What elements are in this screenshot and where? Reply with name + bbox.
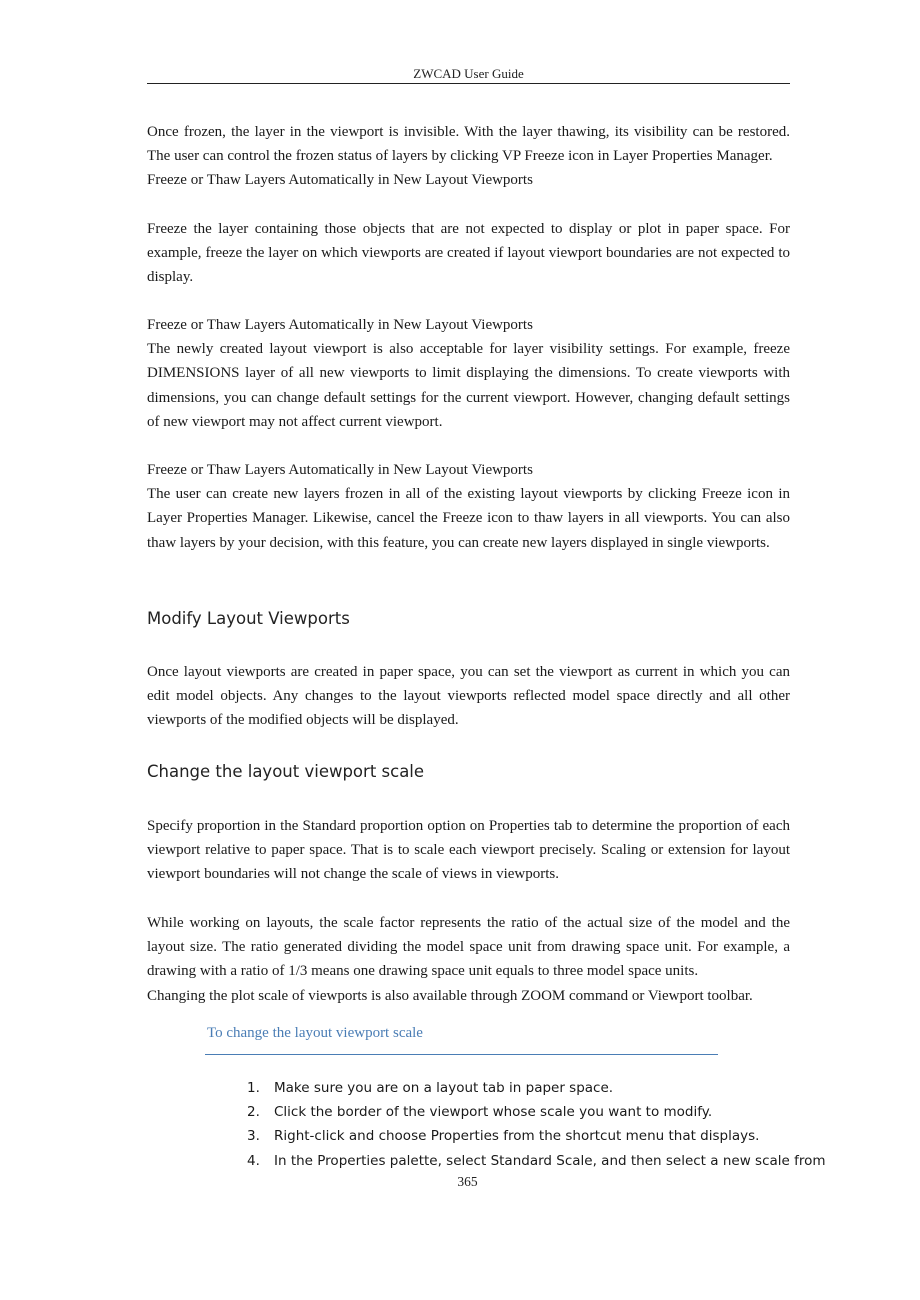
header-rule (147, 83, 790, 84)
running-header: ZWCAD User Guide (413, 66, 524, 81)
paragraph-text: Specify proportion in the Standard proportion option on Properties tab to determine the proportion of each viewport relative to paper space. That is to scale each viewport precisely. Scaling or extension for layout viewport boundaries will not change the scale of views in viewports. (147, 818, 790, 883)
step-text: Click the border of the viewport whose scale you want to modify. (274, 1104, 713, 1121)
paragraph-new-viewports (147, 313, 790, 434)
step-number: 4. (247, 1152, 260, 1169)
paragraph-freeze-objects (147, 217, 790, 290)
procedure-steps (247, 1076, 826, 1173)
paragraph-modify (147, 660, 790, 733)
intro-paragraph (147, 120, 790, 193)
paragraph-text: Changing the plot scale of viewports is also available through ZOOM command or Viewport toolbar. (147, 987, 753, 1004)
step-number: 2. (247, 1104, 260, 1121)
step-text: Right-click and choose Properties from the shortcut menu that displays. (274, 1128, 760, 1145)
paragraph-text: The user can create new layers frozen in all of the existing layout viewports by clicking Freeze icon in Layer Properties Manager. Likewise, cancel the Freeze icon to thaw layers in all viewports. You can also thaw layers by your decision, with this feature, you can create new layers displayed in single viewports. (147, 486, 790, 551)
paragraph-text: The newly created layout viewport is also acceptable for layer visibility settings. For example, freeze DIMENSIONS layer of all new viewports to limit displaying the dimensions. To create viewports with dimensions, you can change default settings for the current viewport. However, changing default settings of new viewport may not affect current viewport. (147, 341, 790, 430)
paragraph-scale-factor (147, 911, 790, 1008)
paragraph-text: Freeze the layer containing those objects that are not expected to display or plot in paper space. For example, freeze the layer on which viewports are created if layout viewport boundaries are not expected to display. (147, 221, 790, 286)
paragraph-standard-proportion (147, 814, 790, 887)
list-item (247, 1076, 807, 1100)
list-item (247, 1100, 807, 1124)
list-item (247, 1149, 826, 1173)
paragraph-frozen-layers: Once frozen, the layer in the viewport is invisible. With the layer thawing, its visibility can be restored. The user can control the frozen status of layers by clicking VP Freeze icon in Layer Properties Manager. (147, 124, 790, 165)
section-heading-modify: Modify Layout Viewports (147, 609, 350, 628)
paragraph-text: While working on layouts, the scale factor represents the ratio of the actual size of the model and the layout size. The ratio generated dividing the model space unit from drawing space unit. For example, a drawing with a ratio of 1/3 means one drawing space unit equals to three model space units. (147, 915, 790, 980)
step-number: 3. (247, 1128, 260, 1145)
subheading-freeze-thaw-2: Freeze or Thaw Layers Automatically in New Layout Viewports (147, 317, 533, 333)
step-number: 1. (247, 1080, 260, 1096)
subheading-freeze-thaw-3: Freeze or Thaw Layers Automatically in New Layout Viewports (147, 462, 533, 478)
procedure-rule (205, 1054, 718, 1055)
paragraph-text: Once layout viewports are created in paper space, you can set the viewport as current in which you can edit model objects. Any changes to the layout viewports reflected model space directly and all other viewports of the modified objects will be displayed. (147, 664, 790, 729)
subheading-freeze-thaw: Freeze or Thaw Layers Automatically in New Layout Viewports (147, 172, 533, 189)
paragraph-new-layers (147, 458, 790, 555)
section-heading-change-scale: Change the layout viewport scale (147, 762, 425, 781)
step-text: In the Properties palette, select Standard Scale, and then select a new scale from (274, 1152, 826, 1169)
list-item (247, 1124, 807, 1148)
step-text: Make sure you are on a layout tab in paper space. (274, 1080, 614, 1096)
procedure-title: To change the layout viewport scale (207, 1025, 423, 1041)
page-number: 365 (457, 1174, 478, 1189)
